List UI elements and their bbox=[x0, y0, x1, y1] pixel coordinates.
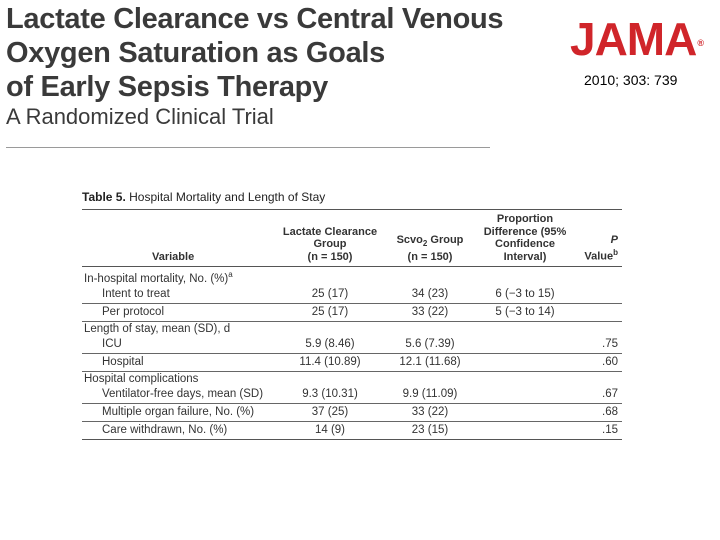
row-label: Per protocol bbox=[82, 303, 278, 321]
table-title bbox=[82, 190, 622, 204]
row-label: Care withdrawn, No. (%) bbox=[82, 421, 278, 439]
table-header-row bbox=[82, 210, 622, 267]
difference-value bbox=[478, 386, 572, 404]
row-label: Multiple organ failure, No. (%) bbox=[82, 403, 278, 421]
col-lactate-line2: Group bbox=[313, 238, 347, 250]
row-label: Hospital bbox=[82, 353, 278, 371]
section-mortality-sup: a bbox=[228, 270, 233, 279]
scvo2-value: 12.1 (11.68) bbox=[382, 353, 478, 371]
lactate-value: 14 (9) bbox=[278, 421, 382, 439]
col-scvo2-line1b: Group bbox=[427, 233, 464, 246]
p-value: .67 bbox=[572, 386, 622, 404]
section-label bbox=[82, 267, 622, 286]
section-label: Length of stay, mean (SD), d bbox=[84, 322, 231, 335]
col-diff-line3: Confidence bbox=[495, 238, 555, 250]
scvo2-value: 34 (23) bbox=[382, 286, 478, 304]
p-value bbox=[572, 286, 622, 304]
section-row-mortality bbox=[82, 267, 622, 286]
col-difference bbox=[478, 210, 572, 267]
p-value: .75 bbox=[572, 336, 622, 354]
col-p-line2: Value bbox=[584, 250, 614, 263]
results-table-block bbox=[82, 190, 622, 440]
scvo2-value: 5.6 (7.39) bbox=[382, 336, 478, 354]
col-p-sup: b bbox=[613, 247, 618, 257]
difference-value: 5 (−3 to 14) bbox=[478, 303, 572, 321]
scvo2-value: 23 (15) bbox=[382, 421, 478, 439]
lactate-value: 11.4 (10.89) bbox=[278, 353, 382, 371]
scvo2-value: 33 (22) bbox=[382, 303, 478, 321]
col-p-line1: P bbox=[610, 234, 618, 247]
scvo2-value: 9.9 (11.09) bbox=[382, 386, 478, 404]
lactate-value: 9.3 (10.31) bbox=[278, 386, 382, 404]
difference-value bbox=[478, 336, 572, 354]
citation: 2010; 303: 739 bbox=[584, 72, 678, 88]
col-lactate-line1: Lactate Clearance bbox=[282, 225, 378, 238]
p-value: .15 bbox=[572, 421, 622, 439]
p-value: .60 bbox=[572, 353, 622, 371]
table-row bbox=[82, 421, 622, 439]
col-scvo2 bbox=[382, 210, 478, 267]
journal-logo bbox=[570, 14, 703, 64]
lactate-value: 37 (25) bbox=[278, 403, 382, 421]
table-row bbox=[82, 303, 622, 321]
col-scvo2-sub: 2 bbox=[422, 239, 428, 248]
scvo2-value: 33 (22) bbox=[382, 403, 478, 421]
table-row bbox=[82, 353, 622, 371]
row-label: ICU bbox=[82, 336, 278, 354]
section-mortality-label: In-hospital mortality, No. (%) bbox=[84, 272, 229, 285]
article-title-line-2: Oxygen Saturation as Goals bbox=[6, 37, 385, 69]
difference-value: 6 (−3 to 15) bbox=[478, 286, 572, 304]
lactate-value: 25 (17) bbox=[278, 303, 382, 321]
article-title-line-1: Lactate Clearance vs Central Venous bbox=[6, 3, 504, 35]
article-title-block bbox=[6, 2, 506, 130]
col-p-value bbox=[572, 210, 622, 267]
lactate-value: 5.9 (8.46) bbox=[278, 336, 382, 354]
registered-mark: ® bbox=[697, 38, 703, 48]
table-label: Table 5. bbox=[82, 190, 126, 204]
row-label: Ventilator-free days, mean (SD) bbox=[82, 386, 278, 404]
section-row-complications bbox=[82, 371, 622, 386]
difference-value bbox=[478, 421, 572, 439]
p-value: .68 bbox=[572, 403, 622, 421]
section-label: Hospital complications bbox=[84, 372, 199, 385]
col-scvo2-line2: (n = 150) bbox=[407, 250, 453, 263]
col-lactate bbox=[278, 210, 382, 267]
col-diff-line2: Difference (95% bbox=[483, 225, 567, 238]
title-divider bbox=[6, 147, 490, 148]
col-scvo2-line1: Scvo bbox=[396, 233, 423, 246]
journal-logo-text: JAMA bbox=[570, 13, 697, 65]
row-label: Intent to treat bbox=[82, 286, 278, 304]
col-diff-line1: Proportion bbox=[496, 213, 554, 225]
col-lactate-line3: (n = 150) bbox=[307, 250, 353, 263]
table-row bbox=[82, 286, 622, 304]
section-row-los bbox=[82, 321, 622, 336]
article-title-line-3: of Early Sepsis Therapy bbox=[6, 71, 328, 103]
table-caption: Hospital Mortality and Length of Stay bbox=[129, 190, 326, 204]
difference-value bbox=[478, 353, 572, 371]
lactate-value: 25 (17) bbox=[278, 286, 382, 304]
table-row bbox=[82, 403, 622, 421]
article-subtitle: A Randomized Clinical Trial bbox=[6, 104, 274, 129]
col-variable: Variable bbox=[82, 210, 278, 267]
p-value bbox=[572, 303, 622, 321]
results-table bbox=[82, 209, 622, 440]
col-diff-line4: Interval) bbox=[503, 250, 547, 263]
table-row bbox=[82, 386, 622, 404]
difference-value bbox=[478, 403, 572, 421]
table-row bbox=[82, 336, 622, 354]
